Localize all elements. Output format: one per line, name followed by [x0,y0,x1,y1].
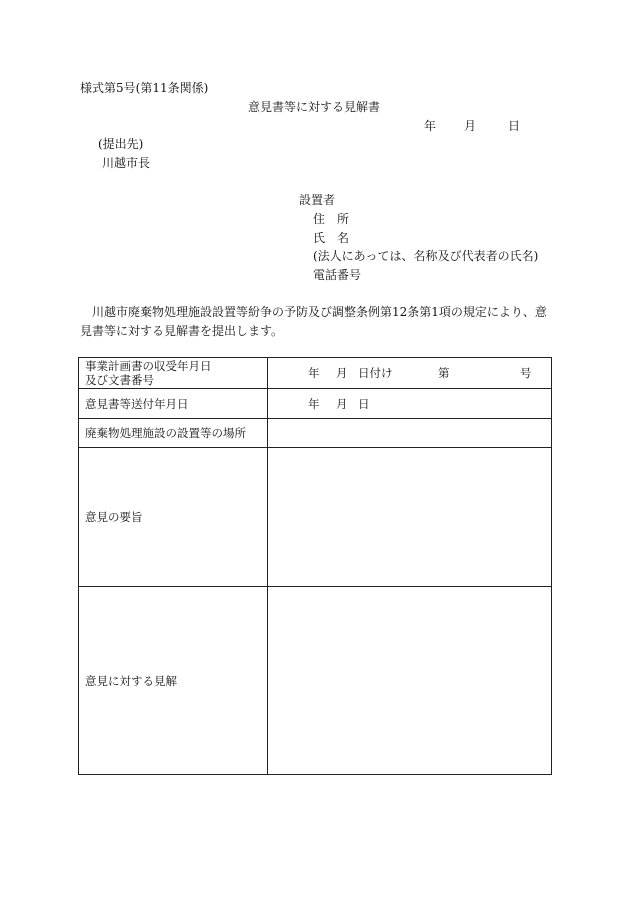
date-year-label: 年 [424,119,437,133]
sent-year-label: 年 [308,396,320,411]
sent-date-value-cell[interactable] [268,389,552,419]
date-month-label: 月 [464,119,477,133]
installer-label: 設置者 [299,193,336,207]
response-label: 意見に対する見解 [79,587,268,775]
document-title: 意見書等に対する見解書 [248,100,381,114]
date-day-label: 日 [508,119,521,133]
doc-number-go-label: 号 [520,366,532,380]
receipt-day-label: 日付け [358,366,393,380]
receipt-label-cell [79,358,268,389]
installer-address-label: 住 所 [313,212,350,226]
receipt-month-label: 月 [336,366,348,380]
body-text: 川越市廃棄物処理施設設置等紛争の予防及び調整条例第12条第1項の規定により、意見書等に対する見解書を提出します。 [80,305,547,338]
installer-name-label: 氏 名 [313,231,350,245]
receipt-label-line1: 事業計画書の収受年月日 [85,359,212,373]
receipt-value-cell[interactable] [268,358,552,389]
table-row-receipt [79,358,552,389]
location-value-cell[interactable] [268,419,552,448]
table-row-location [79,419,552,448]
table-row-opinion-summary [79,448,552,587]
addressee: 川越市長 [102,156,151,170]
doc-number-dai-label: 第 [438,366,450,380]
sent-day-label: 日 [358,396,370,411]
sent-month-label: 月 [336,396,348,411]
sent-date-label: 意見書等送付年月日 [79,389,268,419]
table-row-response [79,587,552,775]
form-table [78,357,552,775]
form-number: 様式第5号(第11条関係) [80,81,209,95]
receipt-label-line2: 及び文書番号 [85,373,154,387]
table-row-sent-date [79,389,552,419]
response-value-cell[interactable] [268,587,552,775]
opinion-summary-value-cell[interactable] [268,448,552,587]
receipt-year-label: 年 [308,366,320,380]
corporation-note: (法人にあっては、名称及び代表者の氏名) [313,249,539,263]
opinion-summary-label: 意見の要旨 [79,448,268,587]
submit-to-label: (提出先) [98,137,144,151]
installer-phone-label: 電話番号 [313,268,362,282]
location-label: 廃棄物処理施設の設置等の場所 [79,419,268,448]
